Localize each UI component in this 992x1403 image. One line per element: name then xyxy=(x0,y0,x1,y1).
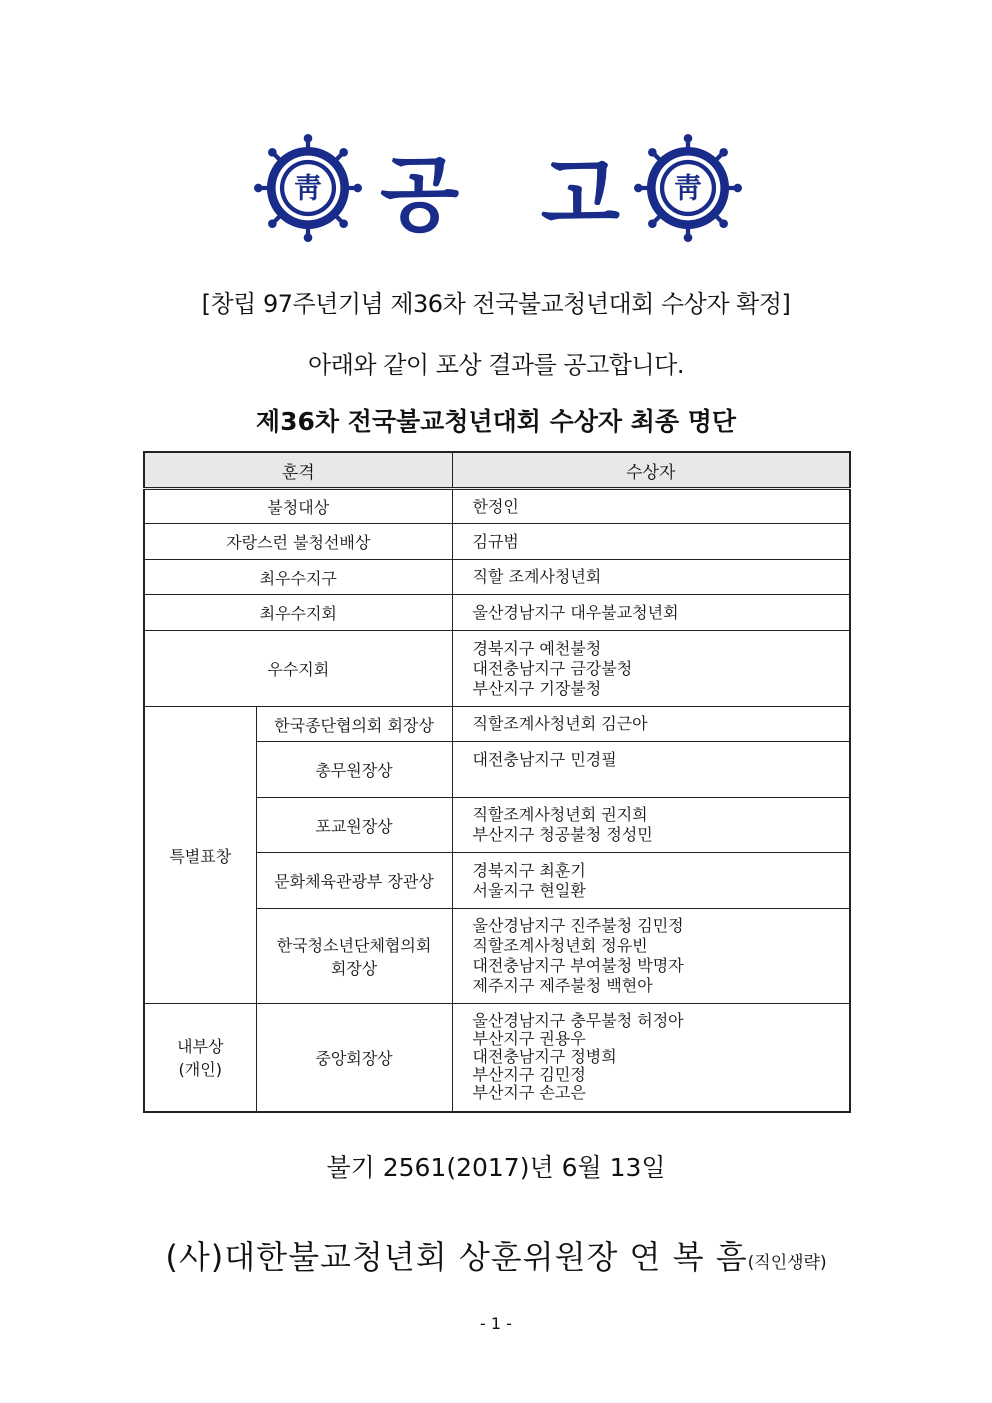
signature-org: (사)대한불교청년회 상훈위원장 연 복 흠 xyxy=(165,1238,748,1276)
recipients: 울산경남지구 충무불청 허정아 부산지구 권용우 대전충남지구 정병희 부산지구 김민정 부산지구 손고은 xyxy=(452,1004,850,1112)
table-row xyxy=(144,631,850,707)
award-name: 우수지회 xyxy=(144,631,452,707)
recipients: 직할조계사청년회 김근아 xyxy=(452,707,850,742)
title-char-1: 공 xyxy=(380,147,460,243)
group-special: 특별표창 xyxy=(144,707,256,1004)
table-header-row xyxy=(144,452,850,489)
emblem-char: 靑 xyxy=(293,171,323,205)
announcement-intro: 아래와 같이 포상 결과를 공고합니다. xyxy=(308,351,684,379)
award-name: 최우수지구 xyxy=(144,560,452,595)
header-award: 훈격 xyxy=(144,452,452,489)
recipients: 울산경남지구 대우불교청년회 xyxy=(452,595,850,631)
recipients: 대전충남지구 민경필 xyxy=(452,742,850,798)
awards-table xyxy=(143,451,851,1113)
recipients: 한정인 xyxy=(452,489,850,524)
header-recipient: 수상자 xyxy=(452,452,850,489)
emblem-char: 靑 xyxy=(673,171,703,205)
announcement-header xyxy=(0,128,992,248)
award-name: 포교원장상 xyxy=(256,798,452,853)
group-internal: 내부상 (개인) xyxy=(144,1004,256,1112)
announcement-subject: [창립 97주년기념 제36차 전국불교청년대회 수상자 확정] xyxy=(201,290,791,318)
signature-line xyxy=(0,1232,992,1278)
award-name: 최우수지회 xyxy=(144,595,452,631)
table-row xyxy=(144,489,850,524)
page-title xyxy=(380,128,620,248)
table-row xyxy=(144,707,850,742)
award-name: 중앙회장상 xyxy=(256,1004,452,1112)
title-char-2: 고 xyxy=(540,147,620,243)
page-number: - 1 - xyxy=(480,1314,512,1333)
recipients: 직할조계사청년회 권지희 부산지구 청공불청 정성민 xyxy=(452,798,850,853)
award-name: 총무원장상 xyxy=(256,742,452,798)
ship-wheel-emblem-icon xyxy=(634,134,742,242)
seal-note: (직인생략) xyxy=(747,1253,827,1273)
award-name: 불청대상 xyxy=(144,489,452,524)
table-row xyxy=(144,524,850,560)
table-row xyxy=(144,595,850,631)
table-row xyxy=(144,560,850,595)
table-row xyxy=(144,1004,850,1112)
award-name: 문화체육관광부 장관상 xyxy=(256,853,452,909)
recipients: 김규범 xyxy=(452,524,850,560)
list-title: 제36차 전국불교청년대회 수상자 최종 명단 xyxy=(255,407,737,436)
recipients: 직할 조계사청년회 xyxy=(452,560,850,595)
recipients: 울산경남지구 진주불청 김민정 직할조계사청년회 정유빈 대전충남지구 부여불청 박명자 제주지구 제주불청 백현아 xyxy=(452,909,850,1004)
award-name: 한국종단협의회 회장상 xyxy=(256,707,452,742)
recipients: 경북지구 최훈기 서울지구 현일환 xyxy=(452,853,850,909)
announcement-date: 불기 2561(2017)년 6월 13일 xyxy=(326,1153,666,1182)
ship-wheel-emblem-icon xyxy=(254,134,362,242)
award-name: 한국청소년단체협의회 회장상 xyxy=(256,909,452,1004)
award-name: 자랑스런 불청선배상 xyxy=(144,524,452,560)
recipients: 경북지구 예천불청 대전충남지구 금강불청 부산지구 기장불청 xyxy=(452,631,850,707)
